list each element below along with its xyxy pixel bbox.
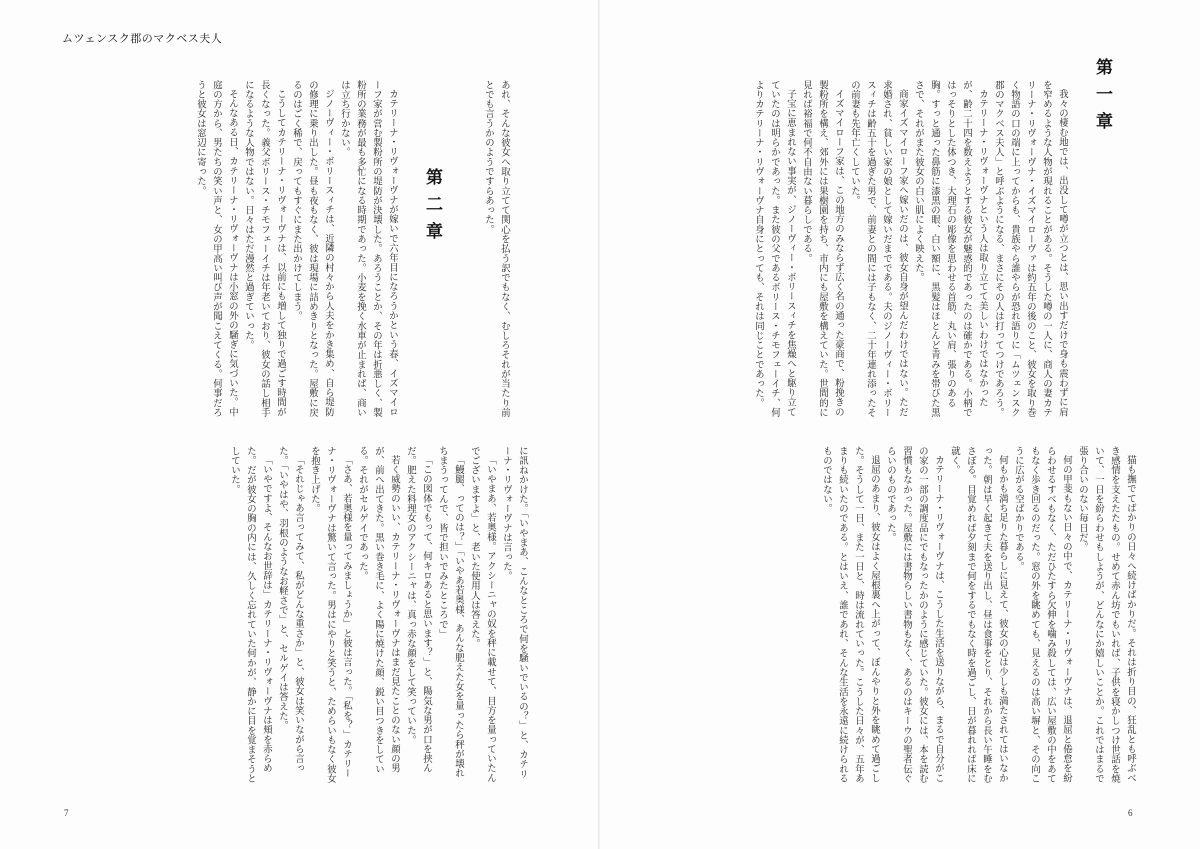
paragraph: 退屈のあまり、彼女はよく屋根裏へ上がって、ぼんやりと外を眺めて過ごした。そうして一日、また一日と、時は流れていった。こうした日々が、五年あまりも続いたのである。とはいえ、誰であれ、そんな生活を永遠に続けられるものではない。 bbox=[821, 446, 880, 784]
paragraph: 「この図体でもって、何キロあると思います？」と、陽気な男が口を挟んだ。肥えた料理女のアクシーニャは、真っ赤な顔をして笑っていた。 bbox=[405, 446, 432, 774]
paragraph: 「いやですよ、そんなお世辞は」カテリーナ・リヴォーヴナは頬を赤らめた。だが彼女の胸の内には、久しく忘れていた何かが、静かに目を覚まそうとしていた。 bbox=[229, 446, 272, 784]
left-upper-text bbox=[64, 80, 400, 420]
paragraph: カテリーナ・リヴォーヴナが嫁いで六年目になろうかという春、イズマイローフ家が営む製粉所の堤防が決壊した。あろうことか、その年は折悪しく、製粉所の業務が最も多忙になる時期であった。小麦を挽く水車が止まれば、商いは立ち行かない。 bbox=[339, 80, 398, 418]
paragraph: 「さあ、若奥様を量ってみましょうか」と彼は言った。「私を？」カテリーナ・リヴォーヴナは驚いて言った。男はにやりと笑うと、ためらいもなく彼女を抱き上げた。 bbox=[309, 446, 352, 784]
paragraph: 何もかも満ち足りた暮らしに見えて、彼女の心は少しも満たされてはいなかった。朝は早く起きて夫を送り出し、昼は食事をとり、それから長い午睡をむさぼる。目覚めれば夕刻まで何をするでもなく時を過ごし、日が暮れれば床に就く。 bbox=[949, 446, 1008, 784]
paragraph: 「いやまあ、若奥様。アクシーニャの奴を秤に載せて、目方を量っていたんでございますよ」と、老いた使用人は答えた。 bbox=[469, 446, 496, 784]
paragraph: 若く威勢のいい、カテリーナ・リヴォーヴナはまだ見たことのない顔の男が、前へ出てきた。黒い巻き毛に、よく陽に焼けた顔、鋭い目つきをしている。それがセルゲイであった。 bbox=[357, 446, 400, 774]
left-upper-continuation bbox=[454, 80, 512, 420]
page-number: 7 bbox=[64, 808, 69, 818]
paragraph: そんなある日、カテリーナ・リヴォーヴナは小窓の外の騒ぎに気づいた。中庭の方から、男たちの笑い声と、女の甲高い叫び声が聞こえてくる。何事だろうと彼女は窓辺に寄った。 bbox=[195, 80, 238, 418]
paragraph: イズマイローフ家は、この地方のみならず広く名の通った豪商で、粉挽きの製粉所を構え、郊外には果樹園を持ち、市内にも屋敷を構えていた。世間的に見れば裕福で何不自由ない暮らしである。 bbox=[801, 80, 844, 418]
paragraph: カテリーナ・リヴォーヴナは、こうした生活を送りながら、まるで自分がこの家の一部の調度品にでもなったかのように感じていた。彼女には、本を読む習慣もなかった。屋敷には書物らしい書物もなく、あるのはキーウの聖者伝ぐらいのものであった。 bbox=[885, 446, 944, 784]
right-upper-text bbox=[672, 80, 1070, 420]
paragraph: 「それじゃあ言ってみて、私がどんな重さか」と、彼女は笑いながら言った。「いやはや、羽根のようなお軽さで」と、セルゲイは答えた。 bbox=[277, 446, 304, 774]
paragraph: 「鰻腿、ってのは？」「いやあ若奥様、あんな肥えた女を量ったら秤が壊れちまうってんで、皆で担いでみたところで」 bbox=[437, 446, 464, 779]
paragraph: こうしてカテリーナ・リヴォーヴナは、以前にも増して独りで過ごす時間が長くなった。義父ボリース・チモフェーイチは年老いており、彼女の話し相手になるような人物ではない。日々はただ漫然と過ぎていった。 bbox=[243, 80, 286, 418]
paragraph: 我々の棲む地では、出没して噂が立つとは、思い出すだけで身も震わずに肩を窄めるような人物が現れることがある。そうした噂の一人に、商人の妻カテリーナ・リヴォーヴナ・イズマイローヴァは約五年の後のこと、彼女を取り巻く物語の口の端に上ってからも、貴族やら誰やらが恐れ語りに「ムツェンスク郡のマクベス夫人」と呼ぶようになる、まさにその人は打ってつけであろう。 bbox=[993, 80, 1068, 418]
page-number: 6 bbox=[1128, 808, 1133, 818]
right-page bbox=[600, 0, 1200, 849]
running-head: ムツェンスク郡のマクベス夫人 bbox=[62, 32, 223, 45]
chapter-title: 第一章 bbox=[1092, 58, 1112, 139]
paragraph: カテリーナ・リヴォーヴナという人は取り立てて美しいわけではなかったが、齢二十四を数えようとする彼女が魅惑的であったのは確かである。小柄ではっそりとした体つき、大理石の彫像を思わせる首筋、丸い肩、張りのある胸。すっと通った鼻筋に漆黒の眼、白い額に、黒髪はほとんど青みを帯びた黒さで、それがまた彼女の白い肌によく映えた。 bbox=[913, 80, 988, 418]
paragraph: 何の甲斐もない日々の中で、カテリーナ・リヴォーヴナは、退屈と倦怠を紛らわせるすべもなく、ただひたすら欠伸を噛み殺しては、広い屋敷の中をあてもなく歩き回るのだった。窓の外を眺めても、見えるのは高い塀と、その向こうに広がる空ばかりである。 bbox=[1013, 446, 1072, 784]
chapter-title: 第二章 bbox=[422, 168, 442, 249]
paragraph: 猫も撫でてばかりの日々へ続けばかりだ。それは折り目の、狂乱とも呼ぶべき感情を支えたたもの。せめて赤ん坊でもいれば、子供を寝かしつけ世話を焼いて、一日を紛らわせもしようが、どんなにか嬉しいことか。これではまるで張り合いのない毎日だ。 bbox=[1077, 446, 1136, 784]
right-lower-text bbox=[672, 446, 1138, 786]
paragraph: ジノーヴィー・ボリースィチは、近隣の村々から人夫をかき集め、自ら堤防の修理に乗り出した。昼も夜もなく、彼は現場に詰めきりとなった。屋敷に戻るのはごく稀で、戻ってもすぐにまた出かけてしまう。 bbox=[291, 80, 334, 418]
paragraph: あれ、そんな彼女へ取り立てて関心を払う訳でもなく、むしろそれが当たり前とでも言うかのようですらあった。 bbox=[483, 80, 510, 418]
paragraph: 商家イズマイローフ家へ嫁いだのは、彼女自身が望んだわけではない。ただ求婚され、貧しい家の娘として嫁いだまでである。夫のジノーヴィー・ボリースィチは齢五十を過ぎた男で、前妻との間には子もなく、二十年連れ添ったその前妻も先年亡くしていた。 bbox=[849, 80, 908, 418]
paragraph: に訊ねかけた。「いやまあ、こんなところで何を騒いでいるの？」と、カテリーナ・リヴォーヴナは言った。 bbox=[501, 446, 528, 779]
left-lower-text bbox=[64, 446, 530, 786]
paragraph: 子宝に恵まれない事実が、ジノーヴィー・ボリースィチを焦燥へと駆り立てていたのは明らかであった。また彼の父であるボリース・チモフェーイチ、何よりカテリーナ・リヴォーヴナ自身にとっても、それは同じことであった。 bbox=[753, 80, 796, 418]
